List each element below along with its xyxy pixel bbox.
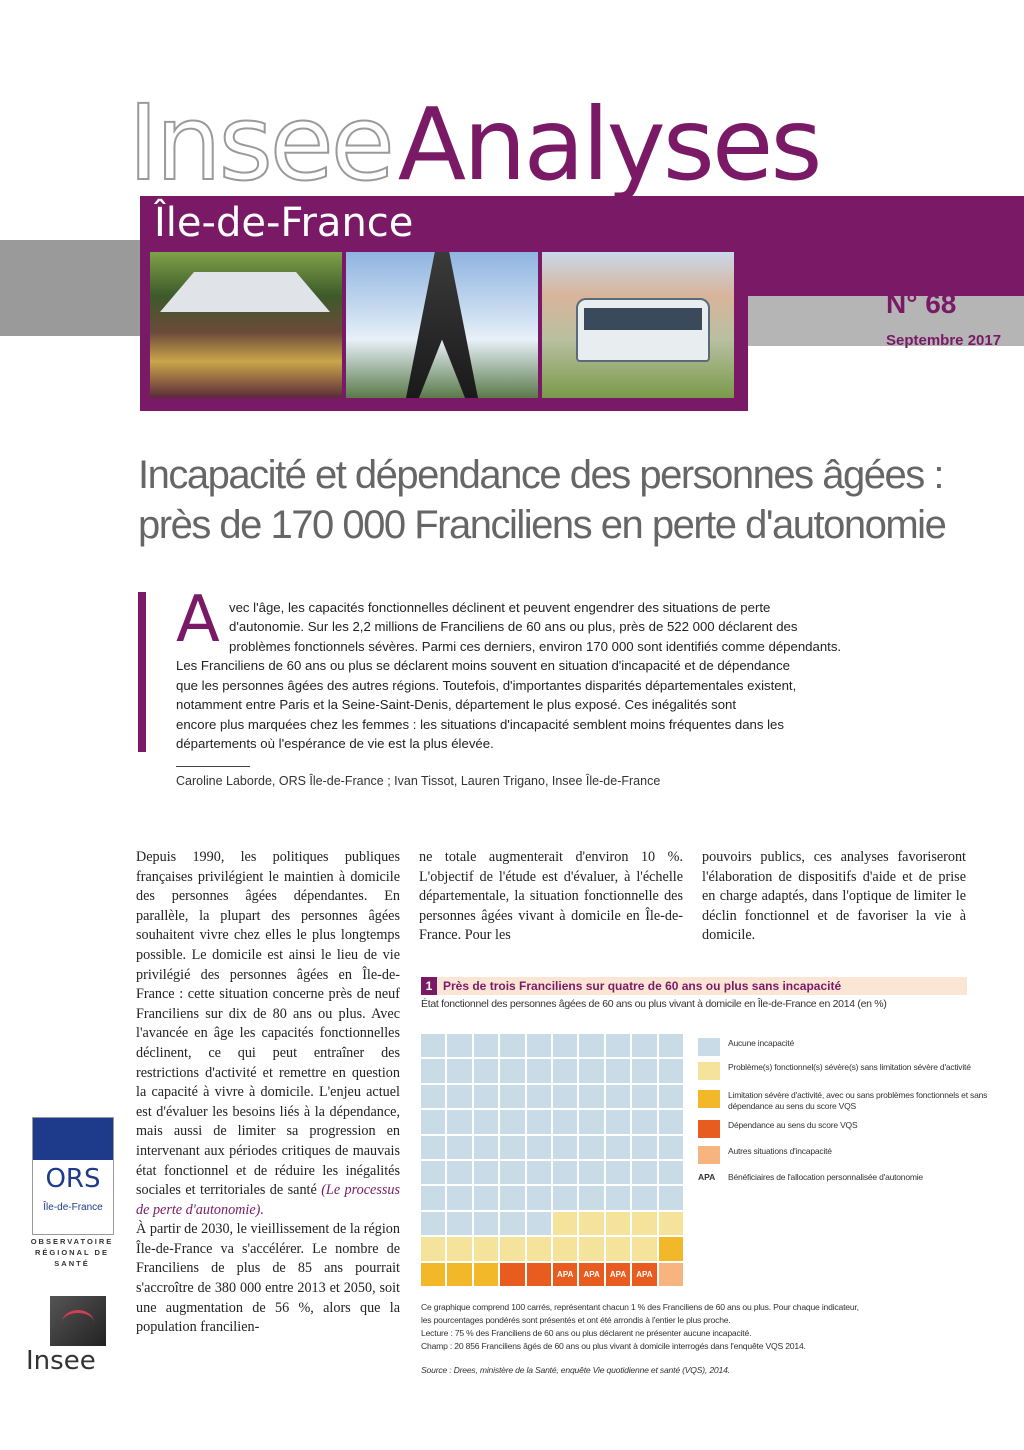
waffle-cell [474,1237,498,1260]
body-column-2 [419,848,683,946]
waffle-cell [447,1237,471,1260]
waffle-cell [474,1136,498,1159]
waffle-cell [606,1212,630,1235]
waffle-cell [421,1085,445,1108]
abstract-line: départements où l'espérance de vie est la plus élevée. [176,736,494,751]
waffle-cell [447,1085,471,1108]
waffle-cell [606,1237,630,1260]
legend-label: Problème(s) fonctionnel(s) sévère(s) sans limitation sévère d'activité [728,1062,971,1072]
ors-logo-name: ORS [45,1164,101,1194]
waffle-cell [553,1212,577,1235]
publication-wordmark [128,82,820,204]
legend-label: Dépendance au sens du score VQS [728,1120,858,1130]
waffle-cell [579,1186,603,1209]
abstract-line: notamment entre Paris et la Seine-Saint-Denis, département le plus exposé. Ces inégalités sont [176,697,737,712]
waffle-cell [553,1059,577,1082]
waffle-cell [659,1237,683,1260]
waffle-chart [421,1034,683,1286]
waffle-cell [421,1263,445,1286]
waffle-cell [659,1186,683,1209]
waffle-cell [421,1136,445,1159]
waffle-cell [421,1186,445,1209]
insee-logo-text: Insee [26,1346,96,1376]
waffle-cell [421,1212,445,1235]
waffle-cell [527,1136,551,1159]
abstract-line: encore plus marquées chez les femmes : les situations d'incapacité semblent moins fréquentes dans les [176,717,784,732]
waffle-cell [606,1161,630,1184]
authors: Caroline Laborde, ORS Île-de-France ; Ivan Tissot, Lauren Trigano, Insee Île-de-France [176,774,661,788]
waffle-cell [659,1263,683,1286]
waffle-cell [579,1212,603,1235]
waffle-cell [579,1237,603,1260]
title-line-2: près de 170 000 Franciliens en perte d'autonomie [138,503,946,547]
waffle-cell [606,1034,630,1057]
paragraph: pouvoirs publics, ces analyses favoriseront l'élaboration de dispositifs d'aide et de prise en charge adaptés, dans l'optique de limiter le déclin fonctionnel et de favoriser la vie à domicile. [702,849,966,944]
waffle-cell [659,1085,683,1108]
waffle-cell [500,1161,524,1184]
waffle-cell [447,1059,471,1082]
waffle-cell [447,1034,471,1057]
legend-swatch [698,1146,720,1164]
waffle-cell [632,1110,656,1133]
note-line: Ce graphique comprend 100 carrés, représentant chacun 1 % des Franciliens de 60 ans ou plus. Pour chaque indicateur, [421,1302,859,1312]
abstract-line: problèmes fonctionnels sévères. Parmi ces derniers, environ 170 000 sont identifiés comme dépendants. [229,639,842,654]
waffle-cell [553,1237,577,1260]
waffle-cell [474,1110,498,1133]
waffle-cell [474,1263,498,1286]
waffle-cell [500,1085,524,1108]
waffle-cell [500,1034,524,1057]
title-line-1: Incapacité et dépendance des personnes âgées : [138,453,943,497]
paragraph: ne totale augmenterait d'environ 10 %. L'objectif de l'étude est d'évaluer, à l'échelle départementale, la situation fonctionnelle des personnes âgées vivant à domicile en Île-de-France. Pour les [419,849,683,944]
authors-divider [176,766,250,767]
waffle-cell [421,1034,445,1057]
photo-eiffel-tower [346,252,538,398]
waffle-cell [527,1085,551,1108]
waffle-cell [606,1059,630,1082]
legend-swatch [698,1038,720,1056]
waffle-cell [500,1136,524,1159]
figure-header [421,977,967,995]
waffle-cell [500,1110,524,1133]
waffle-cell [474,1034,498,1057]
waffle-cell [527,1186,551,1209]
tower-shape [406,252,478,398]
waffle-cell [421,1161,445,1184]
waffle-cell [553,1085,577,1108]
waffle-cell [447,1263,471,1286]
figure-number: 1 [421,977,437,995]
waffle-cell [606,1136,630,1159]
waffle-cell [527,1263,551,1286]
waffle-cell [632,1212,656,1235]
waffle-cell [632,1186,656,1209]
legend-swatch [698,1090,720,1108]
legend-swatch [698,1062,720,1080]
waffle-cell [500,1237,524,1260]
legend-swatch [698,1120,720,1138]
waffle-cell [659,1034,683,1057]
figure-title: Près de trois Franciliens sur quatre de 60 ans ou plus sans incapacité [443,979,842,993]
waffle-cell [632,1085,656,1108]
waffle-cell [447,1110,471,1133]
waffle-cell [553,1034,577,1057]
abstract-dropcap: A [176,583,220,657]
waffle-cell [579,1034,603,1057]
abstract-line: d'autonomie. Sur les 2,2 millions de Franciliens de 60 ans ou plus, près de 522 000 déclarent des [229,619,798,634]
waffle-cell [500,1059,524,1082]
waffle-cell [527,1059,551,1082]
waffle-cell [421,1237,445,1260]
waffle-cell [421,1059,445,1082]
waffle-cell [474,1085,498,1108]
paragraph-text: Depuis 1990, les politiques publiques françaises privilégient le maintien à domicile des personnes âgées dépendantes. En parallèle, la plupart des personnes âgées souhaitent vivre chez elles le plus longtemps possible. Le domicile est ainsi le lieu de vie privilégié des personnes âgées en Île-de-France : cette situation concerne près de neuf Franciliens sur dix de 80 ans ou plus. Avec l'avancée en âge les capacités fonctionnelles déclinent, ce qui peut entraîner des restrictions d'activité et remettre en question la capacité à vivre à domicile. L'enjeu actuel est d'évaluer les besoins liés à la dépendance, mais aussi de limiter sa progression en intervenant aux périodes critiques de mauvais état fonctionnel et de réduire les inégalités sociales et territoriales de santé [136,849,400,1199]
waffle-cell [474,1186,498,1209]
waffle-cell [579,1085,603,1108]
legend-label: Autres situations d'incapacité [728,1146,832,1156]
waffle-cell [659,1110,683,1133]
ors-caption: OBSERVATOIRE RÉGIONAL DE SANTÉ [30,1237,114,1268]
waffle-cell [659,1136,683,1159]
waffle-cell [500,1186,524,1209]
brand-insee: Insee [128,82,392,204]
waffle-cell [527,1237,551,1260]
waffle-cell [474,1059,498,1082]
tram-shape [576,298,710,362]
note-line: Champ : 20 856 Franciliens âgés de 60 ans ou plus vivant à domicile interrogés dans l'enquête VQS 2014. [421,1341,806,1351]
waffle-cell: APA [606,1263,630,1286]
note-line: les pourcentages pondérés sont présentés et ont été arrondis à l'entier le plus proche. [421,1315,731,1325]
waffle-cell [474,1212,498,1235]
waffle-cell [553,1110,577,1133]
waffle-cell [447,1186,471,1209]
ors-logo [32,1117,114,1235]
waffle-cell [500,1212,524,1235]
waffle-cell [632,1237,656,1260]
waffle-cell [606,1186,630,1209]
paragraph [136,848,400,1220]
abstract-line: que les personnes âgées des autres régions. Toutefois, d'importantes disparités départementales existent, [176,678,797,693]
ors-logo-top [33,1118,113,1160]
waffle-cell [421,1110,445,1133]
waffle-cell [500,1263,524,1286]
article-title [138,450,998,550]
abstract-accent-bar [138,592,146,752]
figure-subtitle: État fonctionnel des personnes âgées de 60 ans ou plus vivant à domicile en Île-de-France en 2014 (en %) [421,998,887,1010]
waffle-cell [659,1059,683,1082]
paragraph: À partir de 2030, le vieillissement de la région Île-de-France va s'accélérer. Le nombre de Franciliens de plus de 85 ans pourrait s'accroître de 380 000 entre 2013 et 2050, soit une augmentation de 56 %, alors que la population francilien- [136,1221,400,1336]
cross-reference-link[interactable]: (Le processus de perte d'autonomie). [136,1182,400,1218]
insee-logo-icon [50,1296,106,1346]
photo-market [150,252,342,398]
waffle-cell [659,1212,683,1235]
brand-analyses: Analyses [397,86,820,203]
waffle-cell [579,1161,603,1184]
body-column-1 [136,848,400,1338]
figure-notes [421,1301,981,1353]
waffle-cell [579,1136,603,1159]
waffle-cell [474,1161,498,1184]
photo-tramway [542,252,734,398]
waffle-cell [553,1161,577,1184]
waffle-cell [527,1110,551,1133]
abstract-line: vec l'âge, les capacités fonctionnelles déclinent et peuvent engendrer des situations de perte [229,600,771,615]
legend-apa-code: APA [698,1172,716,1182]
waffle-cell: APA [579,1263,603,1286]
header-gray-band [0,240,140,336]
waffle-cell [527,1034,551,1057]
waffle-cell [527,1212,551,1235]
waffle-cell [447,1161,471,1184]
market-stall-shape [160,272,330,312]
figure-source: Source : Drees, ministère de la Santé, enquête Vie quotidienne et santé (VQS), 2014. [421,1365,730,1375]
issue-date: Septembre 2017 [886,332,1002,349]
waffle-cell [527,1161,551,1184]
waffle-cell [659,1161,683,1184]
waffle-cell [606,1085,630,1108]
waffle-cell [553,1186,577,1209]
abstract-line: Les Franciliens de 60 ans ou plus se déclarent moins souvent en situation d'incapacité et de dépendance [176,658,790,673]
waffle-cell [447,1212,471,1235]
waffle-cell [579,1059,603,1082]
waffle-cell [632,1161,656,1184]
waffle-cell [632,1059,656,1082]
ors-logo-region: Île-de-France [43,1202,103,1213]
legend-label: Bénéficiaires de l'allocation personnalisée d'autonomie [728,1172,923,1182]
waffle-cell: APA [553,1263,577,1286]
issue-number: N° 68 [886,288,957,319]
body-column-3 [702,848,966,946]
waffle-cell [579,1110,603,1133]
legend-label: Aucune incapacité [728,1038,795,1048]
waffle-cell [447,1136,471,1159]
region-name: Île-de-France [154,200,414,246]
waffle-cell [553,1136,577,1159]
note-line: Lecture : 75 % des Franciliens de 60 ans ou plus déclarent ne présenter aucune incapacité. [421,1328,752,1338]
legend-label: Limitation sévère d'activité, avec ou sans problèmes fonctionnels et sans dépendance au sens du score VQS [728,1090,988,1111]
waffle-cell: APA [632,1263,656,1286]
waffle-cell [632,1136,656,1159]
waffle-cell [632,1034,656,1057]
waffle-cell [606,1110,630,1133]
